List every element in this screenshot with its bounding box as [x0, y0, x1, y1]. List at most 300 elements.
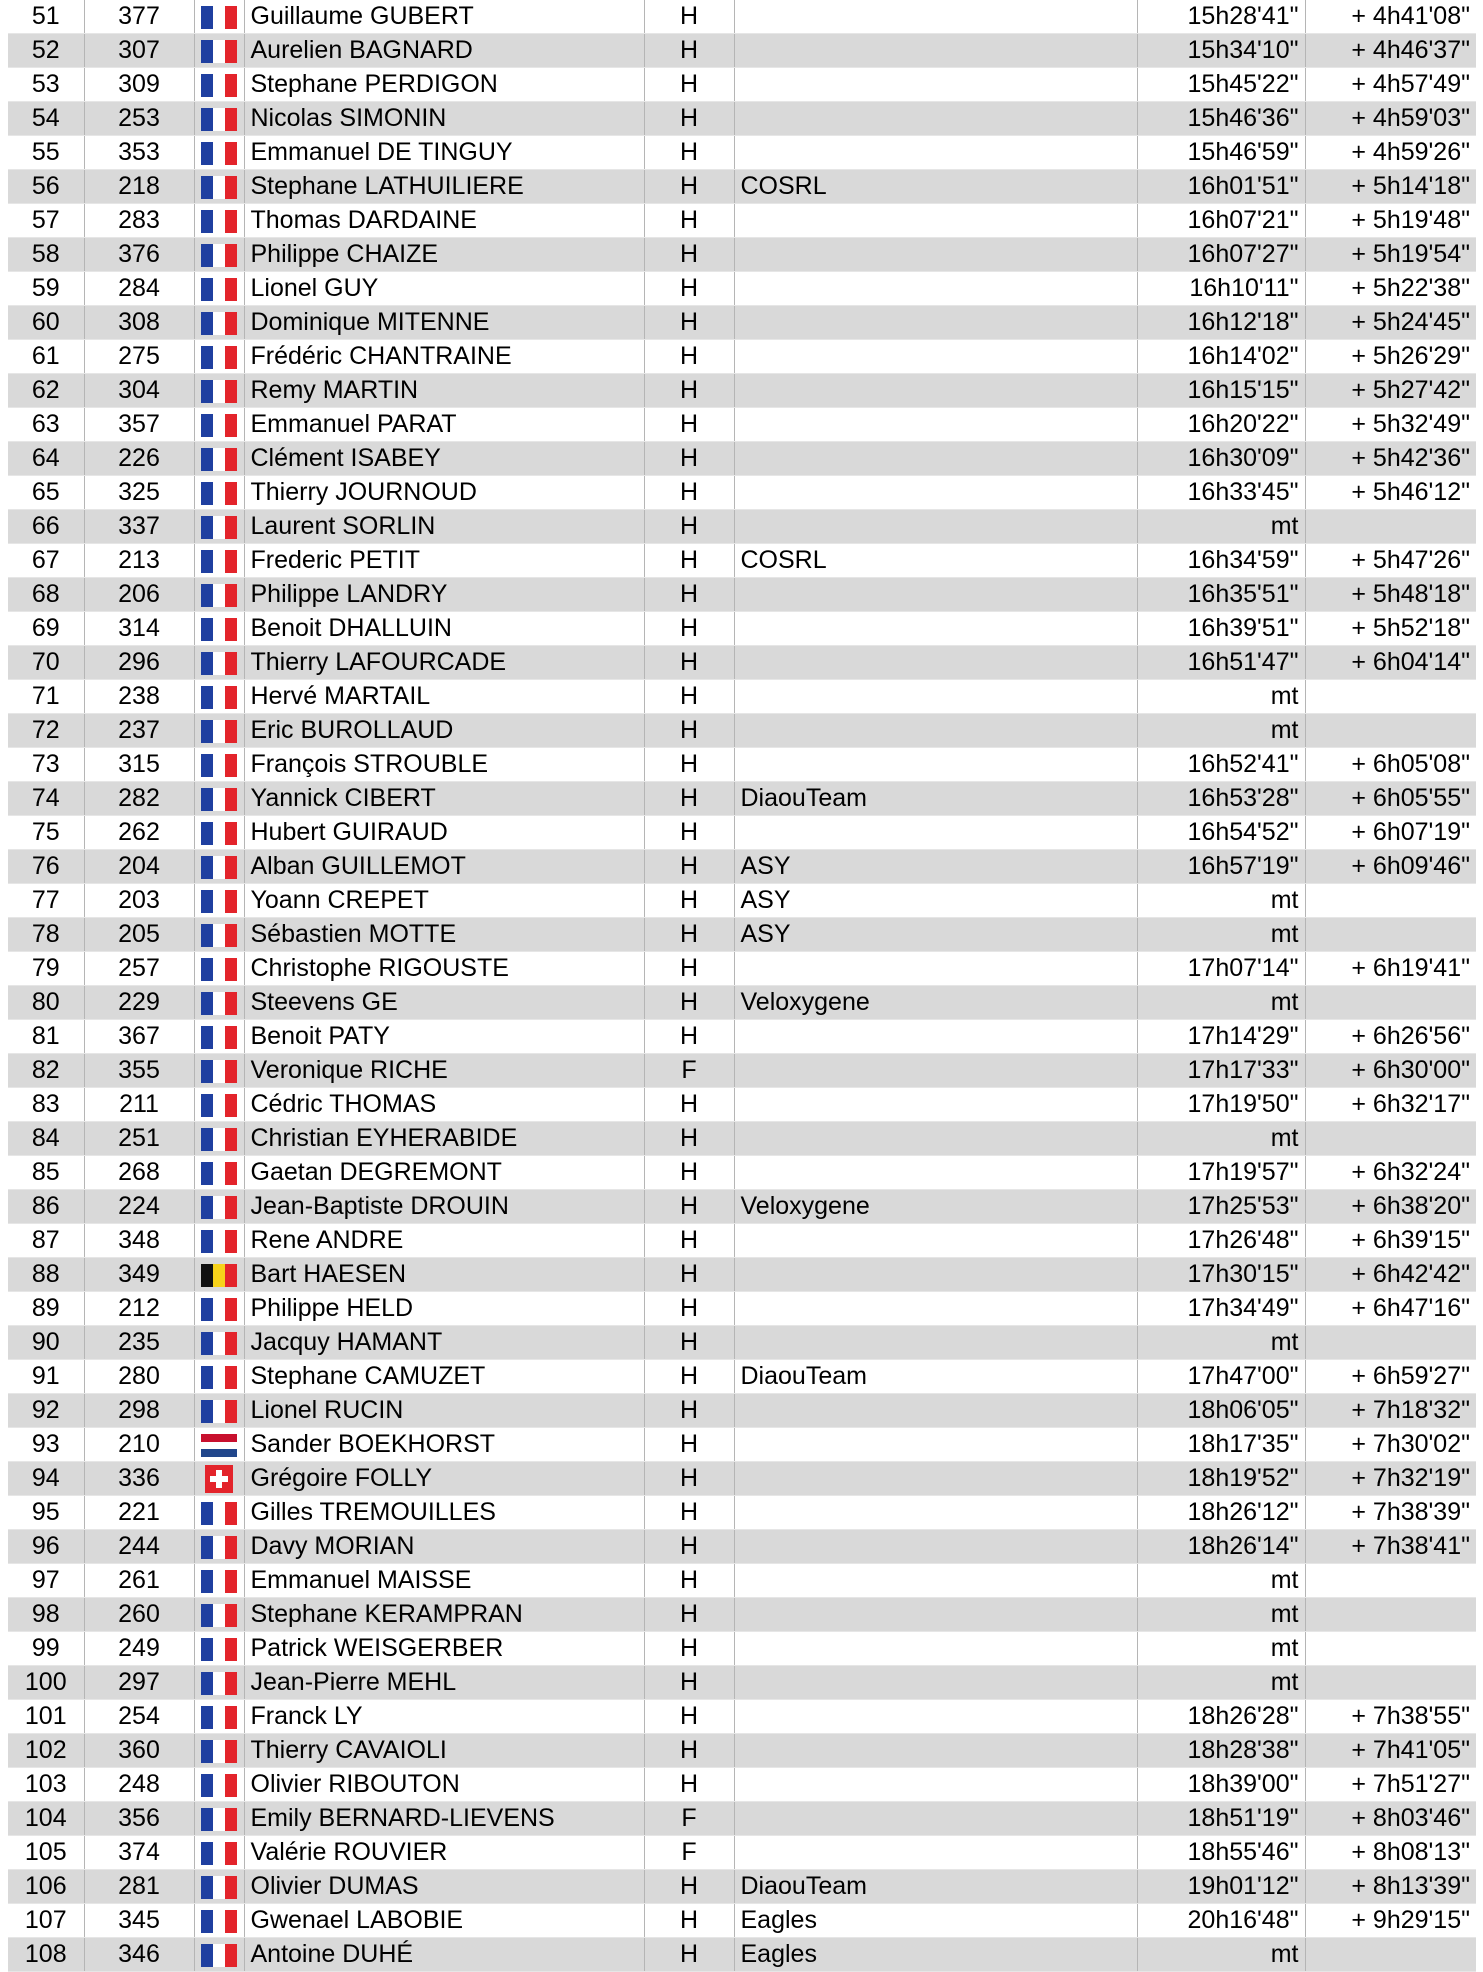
time-cell: 16h39'51" — [1137, 612, 1305, 646]
table-row — [8, 204, 1476, 238]
table-row — [8, 1122, 1476, 1156]
name-cell: Jacquy HAMANT — [244, 1326, 644, 1360]
rank-cell: 102 — [8, 1734, 84, 1768]
table-row — [8, 884, 1476, 918]
club-cell — [734, 1564, 1137, 1598]
gap-cell — [1305, 918, 1476, 952]
bib-cell: 254 — [84, 1700, 194, 1734]
name-cell: Eric BUROLLAUD — [244, 714, 644, 748]
bib-cell: 355 — [84, 1054, 194, 1088]
name-cell: Laurent SORLIN — [244, 510, 644, 544]
france-flag-icon — [201, 40, 237, 63]
rank-cell: 97 — [8, 1564, 84, 1598]
club-cell — [734, 1802, 1137, 1836]
time-cell: 15h28'41" — [1137, 0, 1305, 34]
time-cell: 17h26'48" — [1137, 1224, 1305, 1258]
bib-cell: 253 — [84, 102, 194, 136]
table-row — [8, 1258, 1476, 1292]
bib-cell: 275 — [84, 340, 194, 374]
table-row — [8, 1462, 1476, 1496]
rank-cell: 53 — [8, 68, 84, 102]
time-cell: mt — [1137, 714, 1305, 748]
table-row — [8, 1938, 1476, 1972]
name-cell: Sébastien MOTTE — [244, 918, 644, 952]
france-flag-icon — [201, 244, 237, 267]
table-row — [8, 0, 1476, 34]
table-row — [8, 816, 1476, 850]
sex-cell: H — [644, 1156, 734, 1190]
club-cell — [734, 204, 1137, 238]
france-flag-icon — [201, 142, 237, 165]
club-cell: Eagles — [734, 1904, 1137, 1938]
gap-cell — [1305, 714, 1476, 748]
rank-cell: 108 — [8, 1938, 84, 1972]
club-cell — [734, 646, 1137, 680]
rank-cell: 65 — [8, 476, 84, 510]
rank-cell: 72 — [8, 714, 84, 748]
gap-cell: + 5h22'38" — [1305, 272, 1476, 306]
time-cell: mt — [1137, 1666, 1305, 1700]
bib-cell: 251 — [84, 1122, 194, 1156]
flag-cell — [194, 1666, 244, 1700]
flag-cell — [194, 612, 244, 646]
name-cell: Cédric THOMAS — [244, 1088, 644, 1122]
name-cell: Hubert GUIRAUD — [244, 816, 644, 850]
rank-cell: 70 — [8, 646, 84, 680]
flag-cell — [194, 1700, 244, 1734]
name-cell: Steevens GE — [244, 986, 644, 1020]
name-cell: François STROUBLE — [244, 748, 644, 782]
name-cell: Emily BERNARD-LIEVENS — [244, 1802, 644, 1836]
sex-cell: H — [644, 1734, 734, 1768]
flag-cell — [194, 952, 244, 986]
name-cell: Thierry JOURNOUD — [244, 476, 644, 510]
bib-cell: 237 — [84, 714, 194, 748]
table-row — [8, 1224, 1476, 1258]
table-row — [8, 1598, 1476, 1632]
bib-cell: 260 — [84, 1598, 194, 1632]
france-flag-icon — [201, 312, 237, 335]
time-cell: 18h39'00" — [1137, 1768, 1305, 1802]
sex-cell: H — [644, 816, 734, 850]
rank-cell: 92 — [8, 1394, 84, 1428]
flag-cell — [194, 1292, 244, 1326]
france-flag-icon — [201, 74, 237, 97]
gap-cell: + 6h09'46" — [1305, 850, 1476, 884]
table-row — [8, 374, 1476, 408]
sex-cell: H — [644, 136, 734, 170]
flag-cell — [194, 510, 244, 544]
gap-cell: + 6h26'56" — [1305, 1020, 1476, 1054]
name-cell: Gwenael LABOBIE — [244, 1904, 644, 1938]
bib-cell: 314 — [84, 612, 194, 646]
rank-cell: 56 — [8, 170, 84, 204]
gap-cell: + 4h46'37" — [1305, 34, 1476, 68]
gap-cell: + 7h38'41" — [1305, 1530, 1476, 1564]
name-cell: Jean-Baptiste DROUIN — [244, 1190, 644, 1224]
bib-cell: 210 — [84, 1428, 194, 1462]
rank-cell: 51 — [8, 0, 84, 34]
name-cell: Benoit PATY — [244, 1020, 644, 1054]
gap-cell: + 4h41'08" — [1305, 0, 1476, 34]
bib-cell: 307 — [84, 34, 194, 68]
gap-cell: + 5h14'18" — [1305, 170, 1476, 204]
sex-cell: H — [644, 680, 734, 714]
name-cell: Frederic PETIT — [244, 544, 644, 578]
rank-cell: 55 — [8, 136, 84, 170]
sex-cell: H — [644, 1292, 734, 1326]
sex-cell: H — [644, 1428, 734, 1462]
table-row — [8, 748, 1476, 782]
rank-cell: 96 — [8, 1530, 84, 1564]
bib-cell: 281 — [84, 1870, 194, 1904]
gap-cell: + 5h24'45" — [1305, 306, 1476, 340]
sex-cell: H — [644, 1666, 734, 1700]
club-cell — [734, 714, 1137, 748]
bib-cell: 346 — [84, 1938, 194, 1972]
table-row — [8, 1496, 1476, 1530]
bib-cell: 349 — [84, 1258, 194, 1292]
gap-cell: + 6h59'27" — [1305, 1360, 1476, 1394]
table-row — [8, 136, 1476, 170]
gap-cell — [1305, 1564, 1476, 1598]
flag-cell — [194, 1836, 244, 1870]
france-flag-icon — [201, 482, 237, 505]
bib-cell: 284 — [84, 272, 194, 306]
time-cell: 16h53'28" — [1137, 782, 1305, 816]
rank-cell: 71 — [8, 680, 84, 714]
name-cell: Gaetan DEGREMONT — [244, 1156, 644, 1190]
france-flag-icon — [201, 618, 237, 641]
gap-cell: + 5h26'29" — [1305, 340, 1476, 374]
table-row — [8, 1666, 1476, 1700]
name-cell: Thomas DARDAINE — [244, 204, 644, 238]
bib-cell: 296 — [84, 646, 194, 680]
time-cell: 16h30'09" — [1137, 442, 1305, 476]
club-cell — [734, 272, 1137, 306]
time-cell: 17h17'33" — [1137, 1054, 1305, 1088]
gap-cell — [1305, 1122, 1476, 1156]
name-cell: Thierry CAVAIOLI — [244, 1734, 644, 1768]
table-row — [8, 1292, 1476, 1326]
name-cell: Gilles TREMOUILLES — [244, 1496, 644, 1530]
club-cell — [734, 340, 1137, 374]
club-cell: DiaouTeam — [734, 1870, 1137, 1904]
rank-cell: 66 — [8, 510, 84, 544]
gap-cell: + 8h03'46" — [1305, 1802, 1476, 1836]
gap-cell — [1305, 1632, 1476, 1666]
table-row — [8, 1632, 1476, 1666]
sex-cell: H — [644, 1700, 734, 1734]
france-flag-icon — [201, 584, 237, 607]
flag-cell — [194, 170, 244, 204]
table-row — [8, 782, 1476, 816]
flag-cell — [194, 1258, 244, 1292]
rank-cell: 83 — [8, 1088, 84, 1122]
gap-cell: + 7h41'05" — [1305, 1734, 1476, 1768]
sex-cell: H — [644, 1088, 734, 1122]
name-cell: Nicolas SIMONIN — [244, 102, 644, 136]
flag-cell — [194, 374, 244, 408]
flag-cell — [194, 1360, 244, 1394]
france-flag-icon — [201, 1740, 237, 1763]
flag-cell — [194, 986, 244, 1020]
france-flag-icon — [201, 958, 237, 981]
flag-cell — [194, 1088, 244, 1122]
sex-cell: H — [644, 1598, 734, 1632]
rank-cell: 63 — [8, 408, 84, 442]
sex-cell: H — [644, 1496, 734, 1530]
time-cell: mt — [1137, 510, 1305, 544]
name-cell: Olivier DUMAS — [244, 1870, 644, 1904]
name-cell: Lionel RUCIN — [244, 1394, 644, 1428]
name-cell: Thierry LAFOURCADE — [244, 646, 644, 680]
france-flag-icon — [201, 822, 237, 845]
table-row — [8, 1904, 1476, 1938]
name-cell: Emmanuel PARAT — [244, 408, 644, 442]
time-cell: 17h19'50" — [1137, 1088, 1305, 1122]
table-row — [8, 272, 1476, 306]
flag-cell — [194, 850, 244, 884]
sex-cell: H — [644, 1224, 734, 1258]
gap-cell: + 5h32'49" — [1305, 408, 1476, 442]
france-flag-icon — [201, 1944, 237, 1967]
club-cell — [734, 1088, 1137, 1122]
club-cell — [734, 1326, 1137, 1360]
flag-cell — [194, 1190, 244, 1224]
club-cell — [734, 1054, 1137, 1088]
club-cell — [734, 476, 1137, 510]
bib-cell: 226 — [84, 442, 194, 476]
rank-cell: 93 — [8, 1428, 84, 1462]
club-cell — [734, 748, 1137, 782]
name-cell: Stephane PERDIGON — [244, 68, 644, 102]
gap-cell: + 6h04'14" — [1305, 646, 1476, 680]
time-cell: 18h26'14" — [1137, 1530, 1305, 1564]
time-cell: 15h46'59" — [1137, 136, 1305, 170]
club-cell — [734, 408, 1137, 442]
time-cell: 16h01'51" — [1137, 170, 1305, 204]
club-cell: ASY — [734, 884, 1137, 918]
table-row — [8, 680, 1476, 714]
bib-cell: 360 — [84, 1734, 194, 1768]
name-cell: Philippe CHAIZE — [244, 238, 644, 272]
france-flag-icon — [201, 1876, 237, 1899]
gap-cell — [1305, 884, 1476, 918]
flag-cell — [194, 646, 244, 680]
bib-cell: 325 — [84, 476, 194, 510]
club-cell — [734, 1462, 1137, 1496]
gap-cell — [1305, 1938, 1476, 1972]
gap-cell: + 5h46'12" — [1305, 476, 1476, 510]
table-row — [8, 1054, 1476, 1088]
flag-cell — [194, 884, 244, 918]
gap-cell: + 5h48'18" — [1305, 578, 1476, 612]
table-row — [8, 1326, 1476, 1360]
name-cell: Sander BOEKHORST — [244, 1428, 644, 1462]
france-flag-icon — [201, 108, 237, 131]
flag-cell — [194, 1496, 244, 1530]
sex-cell: H — [644, 238, 734, 272]
club-cell: ASY — [734, 850, 1137, 884]
france-flag-icon — [201, 1026, 237, 1049]
club-cell — [734, 612, 1137, 646]
club-cell — [734, 374, 1137, 408]
bib-cell: 345 — [84, 1904, 194, 1938]
rank-cell: 87 — [8, 1224, 84, 1258]
time-cell: 19h01'12" — [1137, 1870, 1305, 1904]
bib-cell: 213 — [84, 544, 194, 578]
club-cell — [734, 442, 1137, 476]
rank-cell: 62 — [8, 374, 84, 408]
flag-cell — [194, 1020, 244, 1054]
france-flag-icon — [201, 856, 237, 879]
time-cell: 17h30'15" — [1137, 1258, 1305, 1292]
table-row — [8, 1088, 1476, 1122]
rank-cell: 104 — [8, 1802, 84, 1836]
rank-cell: 59 — [8, 272, 84, 306]
france-flag-icon — [201, 278, 237, 301]
time-cell: 16h07'27" — [1137, 238, 1305, 272]
table-row — [8, 102, 1476, 136]
flag-cell — [194, 1326, 244, 1360]
flag-cell — [194, 0, 244, 34]
france-flag-icon — [201, 380, 237, 403]
club-cell: COSRL — [734, 170, 1137, 204]
bib-cell: 337 — [84, 510, 194, 544]
gap-cell: + 7h38'55" — [1305, 1700, 1476, 1734]
sex-cell: F — [644, 1836, 734, 1870]
name-cell: Dominique MITENNE — [244, 306, 644, 340]
time-cell: 17h25'53" — [1137, 1190, 1305, 1224]
france-flag-icon — [201, 210, 237, 233]
name-cell: Emmanuel MAISSE — [244, 1564, 644, 1598]
sex-cell: H — [644, 544, 734, 578]
table-row — [8, 952, 1476, 986]
sex-cell: H — [644, 952, 734, 986]
bib-cell: 204 — [84, 850, 194, 884]
gap-cell: + 4h57'49" — [1305, 68, 1476, 102]
gap-cell — [1305, 1666, 1476, 1700]
bib-cell: 257 — [84, 952, 194, 986]
flag-cell — [194, 1938, 244, 1972]
france-flag-icon — [201, 1230, 237, 1253]
sex-cell: H — [644, 646, 734, 680]
france-flag-icon — [201, 754, 237, 777]
club-cell — [734, 1666, 1137, 1700]
rank-cell: 77 — [8, 884, 84, 918]
flag-cell — [194, 34, 244, 68]
flag-cell — [194, 1224, 244, 1258]
flag-cell — [194, 1904, 244, 1938]
flag-cell — [194, 102, 244, 136]
sex-cell: H — [644, 272, 734, 306]
time-cell: 18h26'12" — [1137, 1496, 1305, 1530]
bib-cell: 211 — [84, 1088, 194, 1122]
time-cell: 16h10'11" — [1137, 272, 1305, 306]
bib-cell: 357 — [84, 408, 194, 442]
table-row — [8, 646, 1476, 680]
sex-cell: H — [644, 986, 734, 1020]
france-flag-icon — [201, 6, 237, 29]
table-row — [8, 1564, 1476, 1598]
bib-cell: 315 — [84, 748, 194, 782]
sex-cell: F — [644, 1802, 734, 1836]
name-cell: Valérie ROUVIER — [244, 1836, 644, 1870]
club-cell — [734, 1632, 1137, 1666]
gap-cell — [1305, 510, 1476, 544]
bib-cell: 377 — [84, 0, 194, 34]
club-cell — [734, 1598, 1137, 1632]
france-flag-icon — [201, 890, 237, 913]
name-cell: Rene ANDRE — [244, 1224, 644, 1258]
time-cell: mt — [1137, 1122, 1305, 1156]
time-cell: 16h07'21" — [1137, 204, 1305, 238]
bib-cell: 374 — [84, 1836, 194, 1870]
results-table — [8, 0, 1476, 1972]
flag-cell — [194, 1802, 244, 1836]
sex-cell: H — [644, 714, 734, 748]
france-flag-icon — [201, 788, 237, 811]
rank-cell: 105 — [8, 1836, 84, 1870]
france-flag-icon — [201, 1060, 237, 1083]
name-cell: Patrick WEISGERBER — [244, 1632, 644, 1666]
flag-cell — [194, 714, 244, 748]
sex-cell: H — [644, 1326, 734, 1360]
club-cell: ASY — [734, 918, 1137, 952]
name-cell: Frédéric CHANTRAINE — [244, 340, 644, 374]
sex-cell: H — [644, 476, 734, 510]
rank-cell: 86 — [8, 1190, 84, 1224]
table-row — [8, 68, 1476, 102]
rank-cell: 95 — [8, 1496, 84, 1530]
club-cell — [734, 68, 1137, 102]
time-cell: 17h34'49" — [1137, 1292, 1305, 1326]
sex-cell: H — [644, 1768, 734, 1802]
name-cell: Grégoire FOLLY — [244, 1462, 644, 1496]
gap-cell: + 5h47'26" — [1305, 544, 1476, 578]
bib-cell: 367 — [84, 1020, 194, 1054]
gap-cell: + 7h51'27" — [1305, 1768, 1476, 1802]
rank-cell: 54 — [8, 102, 84, 136]
gap-cell: + 6h19'41" — [1305, 952, 1476, 986]
gap-cell: + 4h59'26" — [1305, 136, 1476, 170]
club-cell — [734, 1768, 1137, 1802]
name-cell: Philippe LANDRY — [244, 578, 644, 612]
time-cell: 15h45'22" — [1137, 68, 1305, 102]
time-cell: 17h47'00" — [1137, 1360, 1305, 1394]
name-cell: Jean-Pierre MEHL — [244, 1666, 644, 1700]
name-cell: Antoine DUHÉ — [244, 1938, 644, 1972]
flag-cell — [194, 918, 244, 952]
bib-cell: 376 — [84, 238, 194, 272]
time-cell: 16h12'18" — [1137, 306, 1305, 340]
sex-cell: H — [644, 0, 734, 34]
time-cell: 16h51'47" — [1137, 646, 1305, 680]
rank-cell: 99 — [8, 1632, 84, 1666]
name-cell: Yannick CIBERT — [244, 782, 644, 816]
name-cell: Hervé MARTAIL — [244, 680, 644, 714]
table-row — [8, 850, 1476, 884]
name-cell: Stephane LATHUILIERE — [244, 170, 644, 204]
time-cell: 16h54'52" — [1137, 816, 1305, 850]
club-cell: DiaouTeam — [734, 1360, 1137, 1394]
gap-cell: + 7h38'39" — [1305, 1496, 1476, 1530]
club-cell — [734, 136, 1137, 170]
name-cell: Lionel GUY — [244, 272, 644, 306]
club-cell — [734, 0, 1137, 34]
table-row — [8, 340, 1476, 374]
